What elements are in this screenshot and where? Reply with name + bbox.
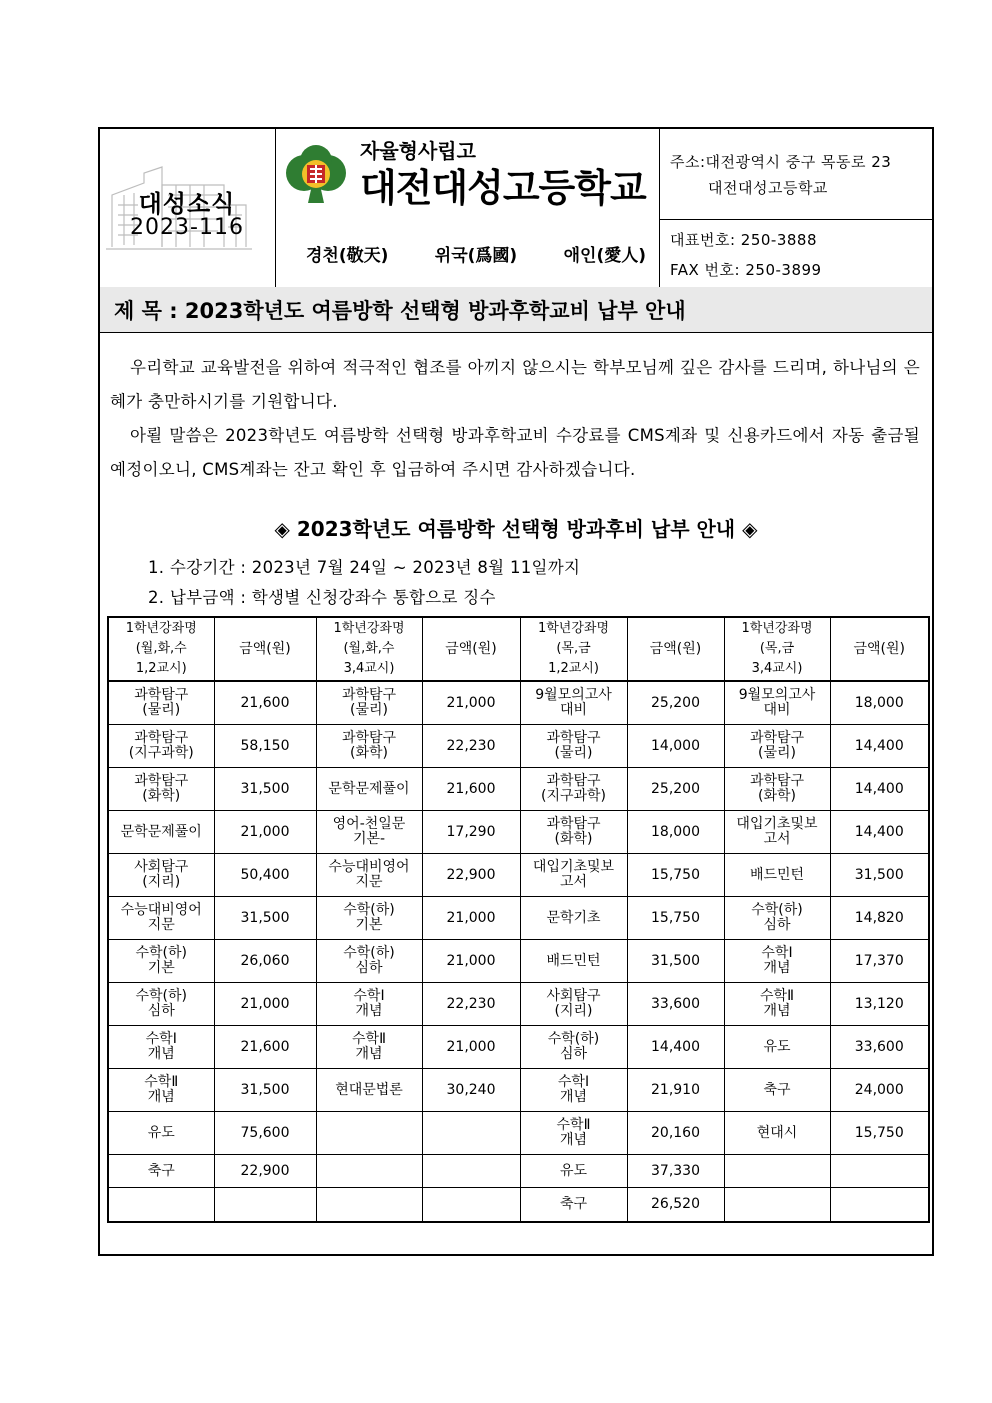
table-row: [108, 897, 929, 940]
course-name-cell: [724, 983, 830, 1026]
course-name-line: 기본: [355, 917, 383, 933]
amount-cell: 58,150: [214, 725, 316, 768]
school-emblem-icon: [282, 145, 350, 205]
subject-title: 제 목 : 2023학년도 여름방학 선택형 방과후학교비 납부 안내: [114, 299, 686, 323]
amount-cell: 21,000: [214, 811, 316, 854]
header-course-line: 1학년강좌명: [125, 621, 197, 636]
amount-cell: [830, 1188, 929, 1223]
amount-cell: 31,500: [214, 897, 316, 940]
amount-cell: 50,400: [214, 854, 316, 897]
table-row: [108, 1155, 929, 1188]
amount-cell: 31,500: [627, 940, 724, 983]
course-name-line: 기본-: [352, 831, 386, 847]
amount-cell: 21,910: [627, 1069, 724, 1112]
course-name-cell: [316, 1026, 422, 1069]
header-course-3: [520, 617, 627, 681]
course-name-line: 과학탐구: [749, 730, 805, 746]
course-name-cell: [108, 897, 214, 940]
amount-cell: 26,520: [627, 1188, 724, 1223]
course-name-cell: [108, 768, 214, 811]
course-name-cell: [316, 940, 422, 983]
amount-cell: 21,000: [214, 983, 316, 1026]
amount-cell: 18,000: [830, 681, 929, 725]
course-name-line: 영어-천일문: [332, 816, 406, 832]
amount-cell: 30,240: [422, 1069, 520, 1112]
course-name-line: (물리): [142, 702, 181, 718]
course-name-line: (물리): [350, 702, 388, 718]
newsletter-title: 대성소식: [138, 190, 236, 218]
course-name-cell: [108, 854, 214, 897]
course-name-cell: [520, 854, 627, 897]
course-name-line: 수학Ⅰ: [557, 1074, 590, 1090]
header-course-line: (목,금: [556, 641, 591, 656]
table-row: [108, 811, 929, 854]
school-mottos: [306, 241, 646, 266]
header-course-line: (월,화,수: [135, 641, 187, 656]
amount-cell: 15,750: [830, 1112, 929, 1155]
course-name-cell: [520, 1069, 627, 1112]
course-name-line: 유도: [763, 1038, 791, 1055]
course-name-cell: [316, 983, 422, 1026]
table-row: [108, 1069, 929, 1112]
header-course-line: 1,2교시): [135, 661, 187, 676]
table-row: [108, 725, 929, 768]
amount-cell: [830, 1155, 929, 1188]
course-name-line: 수학(하): [135, 988, 187, 1004]
course-name-line: 수학Ⅱ: [352, 1031, 386, 1047]
course-name-line: 심하: [559, 1046, 588, 1062]
amount-cell: 15,750: [627, 854, 724, 897]
amount-cell: 14,400: [830, 811, 929, 854]
amount-cell: 22,230: [422, 725, 520, 768]
motto-1: 경천(敬天): [306, 246, 389, 266]
course-name-line: 수능대비영어: [328, 859, 410, 875]
course-name-line: 과학탐구: [134, 773, 189, 789]
header-course-line: (목,금: [759, 641, 795, 656]
header-amount-3: 금액(원): [627, 617, 724, 681]
amount-cell: 20,160: [627, 1112, 724, 1155]
course-name-line: 대입기초및보: [532, 859, 615, 875]
amount-cell: 31,500: [214, 768, 316, 811]
course-name-cell: [108, 1188, 214, 1223]
notice-item-period: 1. 수강기간 : 2023년 7월 24일 ~ 2023년 8월 11일까지: [148, 558, 581, 577]
amount-cell: 15,750: [627, 897, 724, 940]
course-name-line: 문학기초: [546, 909, 601, 926]
school-name: 대전대성고등학교: [360, 166, 646, 210]
issue-number: 2023-116: [130, 215, 244, 240]
amount-cell: 17,290: [422, 811, 520, 854]
amount-cell: 75,600: [214, 1112, 316, 1155]
course-name-line: 수학Ⅰ: [353, 988, 385, 1004]
course-name-line: 9월모의고사: [738, 687, 816, 703]
course-name-line: 개념: [355, 1046, 383, 1062]
course-name-cell: [520, 1112, 627, 1155]
amount-cell: 21,000: [422, 940, 520, 983]
course-name-cell: [316, 1069, 422, 1112]
course-name-cell: [316, 854, 422, 897]
course-name-cell: [520, 1188, 627, 1223]
course-name-cell: [724, 1069, 830, 1112]
course-name-line: 개념: [763, 960, 791, 976]
course-name-cell: [724, 854, 830, 897]
course-name-line: 과학탐구: [546, 730, 601, 746]
course-name-cell: [724, 897, 830, 940]
course-name-line: 개념: [147, 1046, 175, 1062]
header-course-line: 1학년강좌명: [537, 621, 610, 636]
course-name-cell: [520, 1155, 627, 1188]
notice-title: ◈ 2023학년도 여름방학 선택형 방과후비 납부 안내 ◈: [274, 517, 758, 541]
course-name-line: 사회탐구: [134, 859, 189, 875]
course-name-cell: [520, 983, 627, 1026]
amount-cell: 21,600: [214, 1026, 316, 1069]
course-name-line: 배드민턴: [546, 952, 601, 969]
amount-cell: 22,900: [214, 1155, 316, 1188]
course-name-line: 지문: [355, 874, 383, 890]
course-name-cell: [316, 897, 422, 940]
amount-cell: 17,370: [830, 940, 929, 983]
course-name-line: (화학): [350, 745, 388, 761]
course-name-cell: [520, 940, 627, 983]
course-name-cell: [724, 811, 830, 854]
course-name-line: 대비: [763, 702, 791, 718]
fax-number: FAX 번호: 250-3899: [670, 261, 822, 279]
amount-cell: 14,400: [830, 768, 929, 811]
course-name-cell: [316, 1112, 422, 1155]
course-name-line: 심하: [355, 960, 383, 976]
course-name-line: 과학탐구: [341, 730, 397, 746]
school-type: 자율형사립고: [360, 139, 476, 163]
course-name-line: 수학Ⅱ: [556, 1117, 591, 1133]
course-name-cell: [724, 1026, 830, 1069]
amount-cell: 31,500: [830, 854, 929, 897]
course-name-cell: [724, 725, 830, 768]
course-name-line: 수학(하): [547, 1031, 600, 1047]
table-row: [108, 1026, 929, 1069]
header-course-line: 3,4교시): [751, 661, 803, 676]
course-name-line: 현대시: [756, 1124, 798, 1141]
course-name-cell: [316, 811, 422, 854]
header-course-line: 1,2교시): [548, 661, 599, 676]
header-course-line: 3,4교시): [343, 661, 395, 676]
table-row: [108, 940, 929, 983]
course-name-cell: [724, 1112, 830, 1155]
course-name-cell: [108, 1155, 214, 1188]
course-name-line: 수학Ⅱ: [144, 1074, 179, 1090]
amount-cell: 13,120: [830, 983, 929, 1026]
course-name-line: (지구과학): [128, 745, 194, 761]
amount-cell: 18,000: [627, 811, 724, 854]
course-name-cell: [520, 1026, 627, 1069]
course-name-cell: [724, 768, 830, 811]
amount-cell: 14,400: [627, 1026, 724, 1069]
course-name-line: 수학(하): [343, 945, 395, 961]
course-name-line: 수학(하): [135, 945, 187, 961]
course-name-line: (물리): [554, 745, 593, 761]
amount-cell: 14,820: [830, 897, 929, 940]
course-name-line: 개념: [355, 1003, 383, 1019]
course-name-line: (화학): [554, 831, 593, 847]
header-amount-2: 금액(원): [422, 617, 520, 681]
table-row: [108, 681, 929, 725]
course-name-cell: [316, 768, 422, 811]
course-name-line: (화학): [142, 788, 181, 804]
header-amount-1: 금액(원): [214, 617, 316, 681]
address-line-1: 주소:대전광역시 중구 목동로 23: [670, 153, 892, 171]
header-course-4: [724, 617, 830, 681]
course-name-line: 수학(하): [751, 902, 803, 918]
course-name-line: 지문: [147, 917, 175, 933]
fee-table: [107, 616, 930, 1223]
course-name-cell: [108, 940, 214, 983]
amount-cell: 26,060: [214, 940, 316, 983]
notice-item-amount: 2. 납부금액 : 학생별 신청강좌수 통합으로 징수: [148, 588, 496, 607]
payment-paragraph: 아뢸 말씀은 2023학년도 여름방학 선택형 방과후학교비 수강료를 CMS계좌 및 신용카드에서 자동 출금될 예정이오니, CMS계좌는 잔고 확인 후 입금하여 주시면 감사하겠습니다.: [110, 426, 920, 479]
course-name-cell: [724, 940, 830, 983]
header-course-line: 1학년강좌명: [333, 621, 405, 636]
document-frame: [98, 127, 934, 1256]
amount-cell: 21,600: [214, 681, 316, 725]
amount-cell: 31,500: [214, 1069, 316, 1112]
amount-cell: [422, 1112, 520, 1155]
table-row: [108, 1188, 929, 1223]
course-name-cell: [520, 897, 627, 940]
motto-3: 애인(愛人): [563, 246, 646, 266]
amount-cell: 25,200: [627, 681, 724, 725]
course-name-cell: [724, 1188, 830, 1223]
amount-cell: 37,330: [627, 1155, 724, 1188]
course-name-cell: [108, 811, 214, 854]
course-name-cell: [108, 681, 214, 725]
phone-number: 대표번호: 250-3888: [670, 231, 817, 249]
amount-cell: [422, 1155, 520, 1188]
course-name-line: (화학): [758, 788, 796, 804]
amount-cell: 24,000: [830, 1069, 929, 1112]
course-name-cell: [724, 1155, 830, 1188]
course-name-line: 기본: [147, 960, 175, 976]
amount-cell: 14,000: [627, 725, 724, 768]
contact-divider: [660, 219, 932, 220]
course-name-line: 개념: [559, 1089, 588, 1105]
table-row: [108, 854, 929, 897]
header-course-line: (월,화,수: [343, 641, 395, 656]
course-name-line: 유도: [147, 1124, 175, 1141]
course-name-line: 문학문제풀이: [120, 823, 202, 840]
course-name-line: 배드민턴: [749, 866, 805, 883]
course-name-line: (물리): [758, 745, 796, 761]
course-name-cell: [316, 1155, 422, 1188]
course-name-cell: [108, 1112, 214, 1155]
subject-bar: [100, 287, 932, 333]
course-name-cell: [520, 681, 627, 725]
course-name-line: 고서: [763, 831, 791, 847]
course-name-line: 수능대비영어: [120, 902, 202, 918]
amount-cell: 14,400: [830, 725, 929, 768]
course-name-line: 수학Ⅱ: [760, 988, 794, 1004]
course-name-line: 문학문제풀이: [328, 780, 410, 797]
course-name-cell: [520, 768, 627, 811]
course-name-line: (지리): [142, 874, 181, 890]
amount-cell: 21,600: [422, 768, 520, 811]
course-name-line: 대비: [559, 702, 588, 718]
header-amount-4: 금액(원): [830, 617, 929, 681]
course-name-line: 과학탐구: [341, 687, 397, 703]
course-name-cell: [316, 681, 422, 725]
course-name-line: 개념: [763, 1003, 791, 1019]
course-name-line: (지구과학): [540, 788, 607, 804]
address-line-2: 대전대성고등학교: [708, 179, 828, 197]
course-name-cell: [520, 725, 627, 768]
header-course-2: [316, 617, 422, 681]
header-course-1: [108, 617, 214, 681]
course-name-line: 과학탐구: [546, 773, 601, 789]
course-name-line: (지리): [554, 1003, 593, 1019]
table-row: [108, 983, 929, 1026]
course-name-line: 사회탐구: [546, 988, 601, 1004]
course-name-cell: [108, 1026, 214, 1069]
course-name-cell: [724, 681, 830, 725]
course-name-line: 과학탐구: [134, 687, 189, 703]
course-name-line: 9월모의고사: [535, 687, 612, 703]
course-name-line: 수학(하): [343, 902, 395, 918]
header-course-line: 1학년강좌명: [741, 621, 813, 636]
course-name-line: 축구: [147, 1162, 175, 1179]
course-name-line: 과학탐구: [134, 730, 189, 746]
course-name-cell: [316, 1188, 422, 1223]
amount-cell: 21,000: [422, 897, 520, 940]
greeting-paragraph: 우리학교 교육발전을 위하여 적극적인 협조를 아끼지 않으시는 학부모님께 깊은 감사를 드리며, 하나님의 은혜가 충만하시기를 기원합니다.: [110, 358, 920, 411]
course-name-line: 과학탐구: [749, 773, 805, 789]
contact-info: [660, 129, 932, 287]
course-name-line: 수학Ⅰ: [145, 1031, 177, 1047]
course-name-line: 개념: [559, 1132, 588, 1148]
course-name-line: 축구: [559, 1196, 588, 1212]
course-name-cell: [108, 1069, 214, 1112]
letterhead: [100, 129, 932, 288]
amount-cell: 25,200: [627, 768, 724, 811]
course-name-cell: [316, 725, 422, 768]
amount-cell: [214, 1188, 316, 1223]
course-name-line: 축구: [763, 1081, 791, 1098]
motto-2: 위국(爲國): [434, 246, 518, 266]
table-row: [108, 1112, 929, 1155]
amount-cell: 21,000: [422, 1026, 520, 1069]
course-name-line: 심하: [147, 1003, 175, 1019]
amount-cell: 22,900: [422, 854, 520, 897]
table-row: [108, 768, 929, 811]
amount-cell: 22,230: [422, 983, 520, 1026]
amount-cell: [422, 1188, 520, 1223]
course-name-line: 개념: [147, 1089, 175, 1105]
amount-cell: 33,600: [830, 1026, 929, 1069]
course-name-line: 대입기초및보: [736, 816, 818, 832]
school-identity: [276, 129, 660, 287]
amount-cell: 21,000: [422, 681, 520, 725]
fee-table-header: [108, 617, 929, 681]
course-name-line: 고서: [559, 874, 588, 890]
amount-cell: 33,600: [627, 983, 724, 1026]
course-name-line: 유도: [559, 1162, 588, 1179]
course-name-cell: [520, 811, 627, 854]
course-name-cell: [108, 725, 214, 768]
issue-box: [100, 129, 276, 287]
course-name-line: 현대문법론: [335, 1081, 403, 1098]
course-name-cell: [108, 983, 214, 1026]
course-name-line: 심하: [763, 917, 791, 933]
course-name-line: 수학Ⅰ: [761, 945, 793, 961]
course-name-line: 과학탐구: [546, 816, 601, 832]
